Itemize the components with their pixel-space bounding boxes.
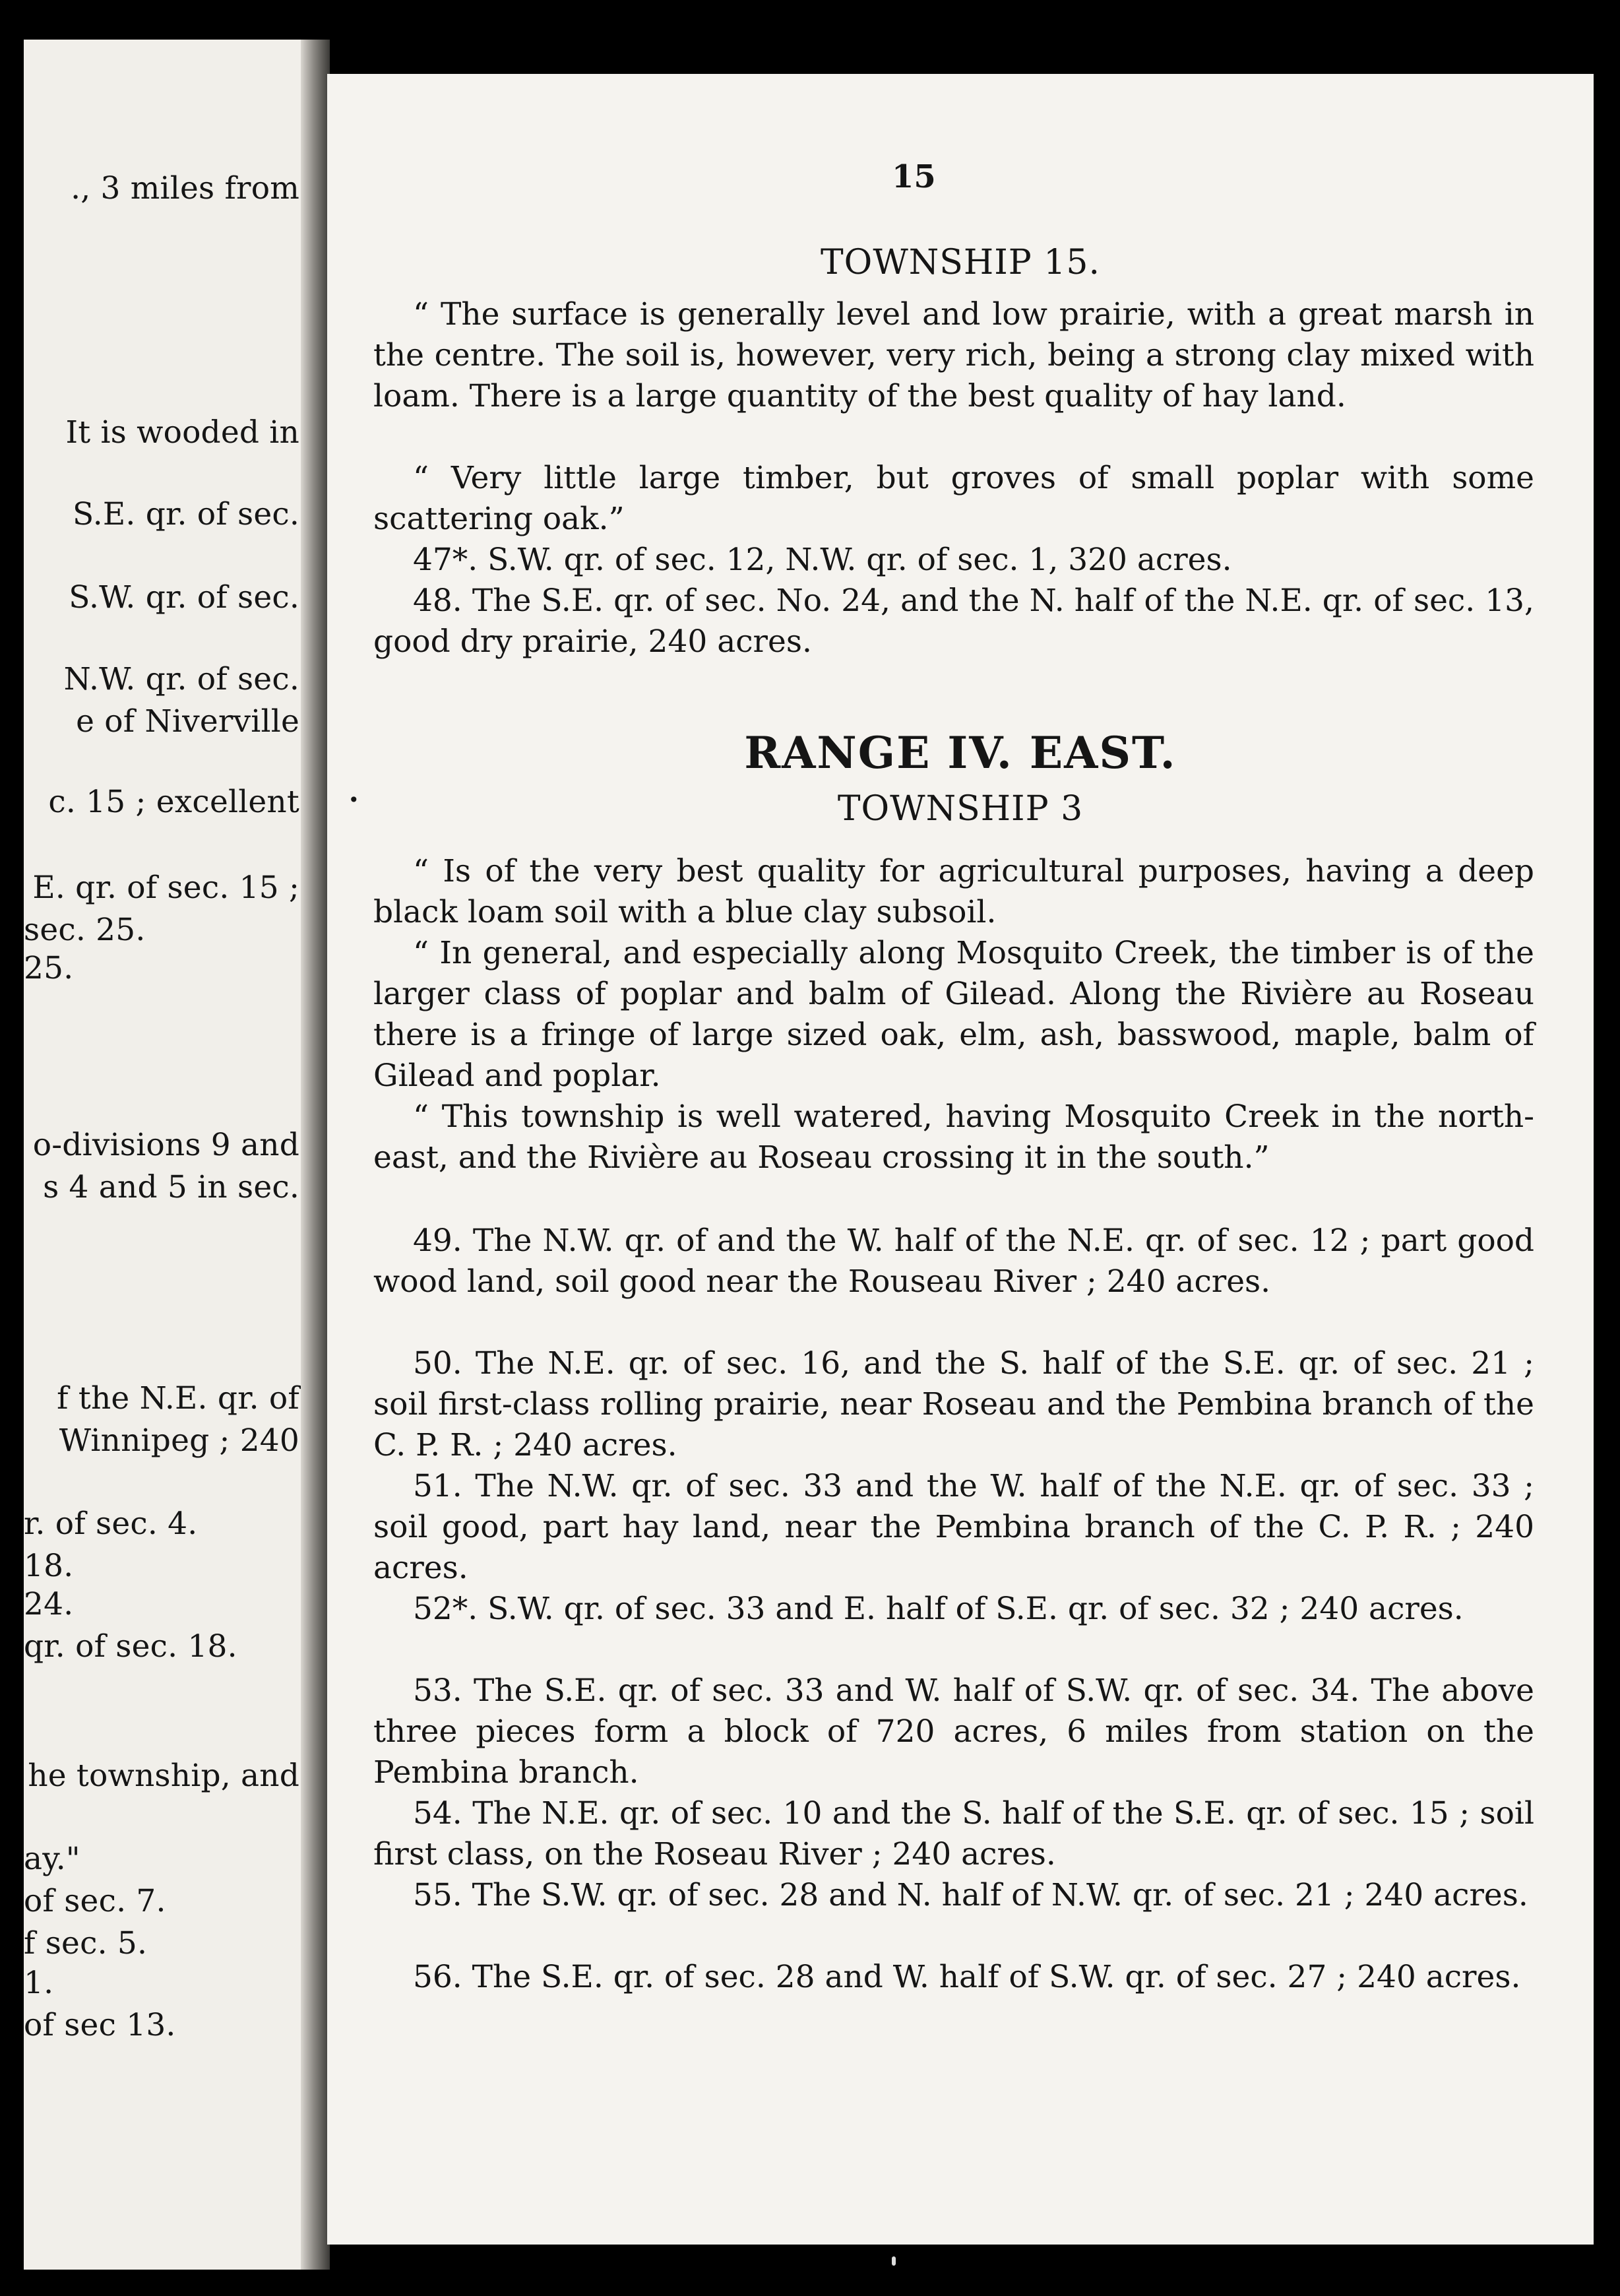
left-page-fragment: 1.	[24, 1965, 54, 2001]
t15-paragraph-1: “ The surface is generally level and low prairie, with a great marsh in the centre. The soil is, however, very rich, being a strong clay mixed with loam. There is a large quantity of the best quality of hay land.	[373, 296, 1534, 414]
t3-item-54: 54. The N.E. qr. of sec. 10 and the S. half of the S.E. qr. of sec. 15 ; soil first class, on the Roseau River ; 240 acres.	[373, 1795, 1534, 1872]
left-page-fragment: N.W. qr. of sec.	[63, 661, 299, 697]
t3-paragraph-1: “ Is of the very best quality for agricultural purposes, having a deep black loam soil with a blue clay subsoil.	[373, 853, 1534, 930]
left-page-fragment: S.W. qr. of sec.	[69, 579, 299, 616]
left-page-fragment: Winnipeg ; 240	[59, 1422, 299, 1459]
left-page-fragment: c. 15 ; excellent	[48, 784, 299, 820]
right-page	[327, 74, 1594, 2245]
left-page-fragment: 24.	[24, 1586, 74, 1622]
range-heading: RANGE IV. EAST.	[744, 727, 1177, 779]
left-page-fragment: ay."	[24, 1841, 80, 1877]
left-page-fragment: qr. of sec. 18.	[24, 1628, 237, 1665]
t3-item-49: 49. The N.W. qr. of and the W. half of the N.E. qr. of sec. 12 ; part good wood land, soil good near the Rouseau River ; 240 acres.	[373, 1223, 1534, 1300]
t3-item-55: 55. The S.W. qr. of sec. 28 and N. half of N.W. qr. of sec. 21 ; 240 acres.	[413, 1877, 1528, 1913]
t3-item-53: 53. The S.E. qr. of sec. 33 and W. half of S.W. qr. of sec. 34. The above three pieces form a block of 720 acres, 6 miles from station on the Pembina branch.	[373, 1673, 1534, 1791]
t3-item-50: 50. The N.E. qr. of sec. 16, and the S. half of the S.E. qr. of sec. 21 ; soil first-class rolling prairie, near Roseau and the Pembina branch of the C. P. R. ; 240 acres.	[373, 1345, 1534, 1463]
left-page-fragment: r. of sec. 4.	[24, 1506, 198, 1542]
t3-paragraph-3: “ This township is well watered, having Mosquito Creek in the north-east, and the Rivière au Roseau crossing it in the south.”	[373, 1099, 1534, 1176]
book-gutter	[301, 40, 330, 2270]
t3-item-52: 52*. S.W. qr. of sec. 33 and E. half of S.E. qr. of sec. 32 ; 240 acres.	[413, 1591, 1464, 1627]
left-page-fragment: sec. 25.	[24, 912, 146, 948]
left-page-fragment: 25.	[24, 950, 74, 986]
left-page-fragment: 18.	[24, 1548, 74, 1584]
left-page	[24, 40, 317, 2270]
left-page-fragment: of sec 13.	[24, 2007, 176, 2043]
page-number: 15	[892, 158, 936, 195]
t15-item-48: 48. The S.E. qr. of sec. No. 24, and the N. half of the N.E. qr. of sec. 13, good dry prairie, 240 acres.	[373, 583, 1534, 660]
township-3-heading: TOWNSHIP 3	[837, 789, 1084, 829]
left-page-fragment: he township, and	[28, 1758, 299, 1794]
left-page-fragment: f the N.E. qr. of	[57, 1380, 299, 1417]
t15-paragraph-2: “ Very little large timber, but groves of small poplar with some scattering oak.”	[373, 460, 1534, 537]
t15-item-47: 47*. S.W. qr. of sec. 12, N.W. qr. of sec. 1, 320 acres.	[413, 542, 1232, 578]
township-15-heading: TOWNSHIP 15.	[821, 243, 1100, 282]
left-page-fragment: ., 3 miles from	[71, 170, 299, 207]
left-page-fragment: f sec. 5.	[24, 1925, 148, 1961]
t3-paragraph-2: “ In general, and especially along Mosquito Creek, the timber is of the larger class of poplar and balm of Gilead. Along the Rivière au Roseau there is a fringe of large sized oak, elm, ash, basswood, maple, balm of Gilead and poplar.	[373, 935, 1534, 1094]
scan-speck	[892, 2256, 896, 2266]
t3-item-56: 56. The S.E. qr. of sec. 28 and W. half of S.W. qr. of sec. 27 ; 240 acres.	[413, 1959, 1521, 1995]
left-page-fragment: E. qr. of sec. 15 ;	[32, 870, 299, 906]
print-mark: •	[348, 789, 359, 811]
left-page-fragment: o-divisions 9 and	[32, 1127, 299, 1163]
t3-item-51: 51. The N.W. qr. of sec. 33 and the W. half of the N.E. qr. of sec. 33 ; soil good, part hay land, near the Pembina branch of the C. P. R. ; 240 acres.	[373, 1468, 1534, 1586]
left-page-fragment: of sec. 7.	[24, 1883, 166, 1919]
left-page-fragment: e of Niverville	[76, 703, 299, 740]
left-page-fragment: It is wooded in	[65, 414, 299, 451]
left-page-fragment: s 4 and 5 in sec.	[43, 1169, 299, 1205]
left-page-fragment: S.E. qr. of sec.	[73, 496, 299, 532]
